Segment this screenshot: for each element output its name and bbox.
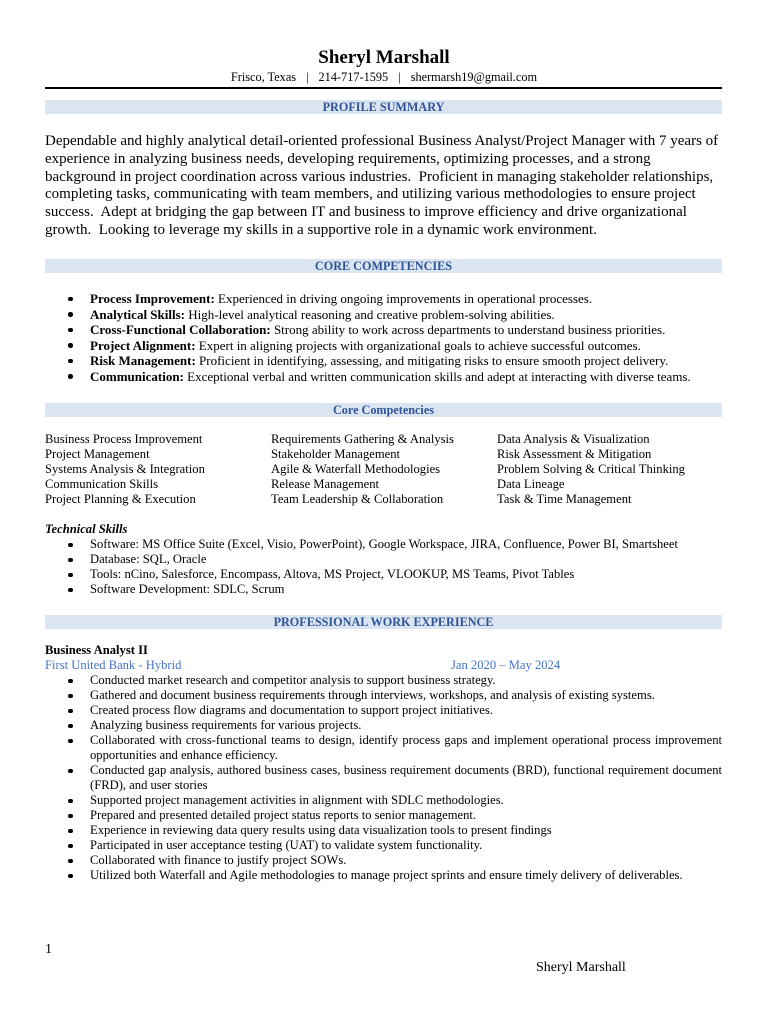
competency-item [45, 322, 722, 338]
competency-skill: Risk Assessment & Mitigation [497, 447, 652, 461]
competency-term: Process Improvement: [90, 291, 215, 306]
competency-skill: Problem Solving & Critical Thinking [497, 462, 685, 476]
job-title: Business Analyst II [45, 643, 148, 657]
technical-skill-item: Software: MS Office Suite (Excel, Visio, PowerPoint), Google Workspace, JIRA, Confluence, Power BI, Smartsheet [45, 537, 722, 552]
technical-skills [45, 522, 722, 597]
competency-item [45, 353, 722, 369]
contact-separator: | [306, 70, 309, 84]
header-divider [45, 87, 722, 89]
job-bullet: Analyzing business requirements for various projects. [45, 718, 722, 733]
job-entry [45, 643, 722, 883]
competency-term: Risk Management: [90, 353, 196, 369]
job-dates: Jan 2020 – May 2024 [451, 658, 561, 672]
competencies-column [271, 432, 497, 507]
competency-skill: Stakeholder Management [271, 447, 401, 461]
competency-description: Proficient in identifying, assessing, and mitigating risks to ensure smooth project delivery. [199, 353, 669, 369]
location: Frisco, Texas [230, 70, 297, 84]
competency-description: Exceptional verbal and written communication skills and adept at interacting with diverse teams. [187, 368, 691, 384]
footer-name: Sheryl Marshall [536, 960, 626, 975]
competency-term: Analytical Skills: [90, 306, 185, 322]
competency-skill: Agile & Waterfall Methodologies [271, 462, 441, 476]
section-header-work-experience: PROFESSIONAL WORK EXPERIENCE [45, 615, 722, 629]
competency-description: Strong ability to work across departments to understand business priorities. [273, 322, 666, 338]
job-bullet: Conducted gap analysis, authored business cases, business requirement documents (BRD), functional requirement document (FRD), and user stories [45, 763, 722, 793]
section-header-core-competencies-grid: Core Competencies [45, 403, 722, 417]
competency-skill: Team Leadership & Collaboration [271, 492, 444, 506]
competencies-column [497, 432, 722, 507]
technical-skill-item: Database: SQL, Oracle [45, 552, 722, 567]
contact-line [0, 70, 768, 84]
section-header-core-competencies: CORE COMPETENCIES [45, 259, 722, 273]
competencies-grid [45, 432, 722, 507]
competency-item [45, 307, 722, 323]
competency-skill: Communication Skills [45, 477, 158, 491]
job-bullet: Gathered and document business requirements through interviews, workshops, and analysis of existing systems. [45, 688, 722, 703]
competency-description: Expert in aligning projects with organizational goals to achieve successful outcomes. [198, 337, 641, 353]
company-line [45, 658, 722, 673]
technical-skill-item: Software Development: SDLC, Scrum [45, 582, 722, 597]
competencies-column [45, 432, 271, 507]
competency-item [45, 291, 722, 307]
job-bullet: Collaborated with cross-functional teams to design, identify process gaps and implement operational process improvement opportunities and enhance efficiency. [45, 733, 722, 763]
competency-skill: Release Management [271, 477, 380, 491]
competency-term: Communication: [90, 368, 184, 384]
job-bullets [45, 673, 722, 883]
technical-skill-item: Tools: nCino, Salesforce, Encompass, Altova, MS Project, VLOOKUP, MS Teams, Pivot Tables [45, 567, 722, 582]
job-bullet: Utilized both Waterfall and Agile methodologies to manage project sprints and ensure timely delivery of deliverables. [45, 868, 722, 883]
job-bullet: Conducted market research and competitor analysis to support business strategy. [45, 673, 722, 688]
competency-term: Cross-Functional Collaboration: [90, 322, 271, 338]
competency-skill: Project Planning & Execution [45, 492, 196, 506]
profile-summary-text: Dependable and highly analytical detail-oriented professional Business Analyst/Project Manager with 7 years of experience in analyzing business needs, developing requirements, optimizing processes, and a strong background in project coordination across various industries. Proficient in managing stakeholder relationships, completing tasks, communicating with team members, and utilizing various methodologies to ensure project success. Adept at bridging the gap between IT and business to improve efficiency and drive organizational growth. Looking to leverage my skills in a supportive role in a dynamic work environment. [45, 133, 722, 238]
contact-separator: | [398, 70, 401, 84]
competency-description: High-level analytical reasoning and creative problem-solving abilities. [188, 306, 555, 322]
job-bullet: Prepared and presented detailed project status reports to senior management. [45, 808, 722, 823]
section-header-profile-summary: PROFILE SUMMARY [45, 100, 722, 114]
competency-skill: Task & Time Management [497, 492, 632, 506]
technical-skills-list [45, 537, 722, 597]
technical-skills-title: Technical Skills [45, 522, 128, 536]
competency-skill: Requirements Gathering & Analysis [271, 432, 454, 446]
job-bullet: Experience in reviewing data query results using data visualization tools to present findings [45, 823, 722, 838]
phone-number: 214-717-1595 [318, 70, 389, 84]
job-bullet: Supported project management activities in alignment with SDLC methodologies. [45, 793, 722, 808]
job-bullet: Collaborated with finance to justify project SOWs. [45, 853, 722, 868]
competency-skill: Data Lineage [497, 477, 565, 491]
company-name: First United Bank - Hybrid [45, 658, 182, 672]
competency-skill: Business Process Improvement [45, 432, 203, 446]
competency-item [45, 369, 722, 385]
candidate-name: Sheryl Marshall [318, 47, 450, 68]
competency-skill: Data Analysis & Visualization [497, 432, 650, 446]
job-bullet: Created process flow diagrams and documentation to support project initiatives. [45, 703, 722, 718]
competency-description: Experienced in driving ongoing improvements in operational processes. [218, 291, 593, 306]
core-competencies-list [45, 291, 722, 385]
competency-skill: Systems Analysis & Integration [45, 462, 205, 476]
competency-term: Project Alignment: [90, 337, 196, 353]
job-bullet: Participated in user acceptance testing (UAT) to validate system functionality. [45, 838, 722, 853]
page-number: 1 [45, 942, 52, 957]
competency-skill: Project Management [45, 447, 150, 461]
email-address: shermarsh19@gmail.com [410, 70, 538, 84]
competency-item [45, 338, 722, 354]
